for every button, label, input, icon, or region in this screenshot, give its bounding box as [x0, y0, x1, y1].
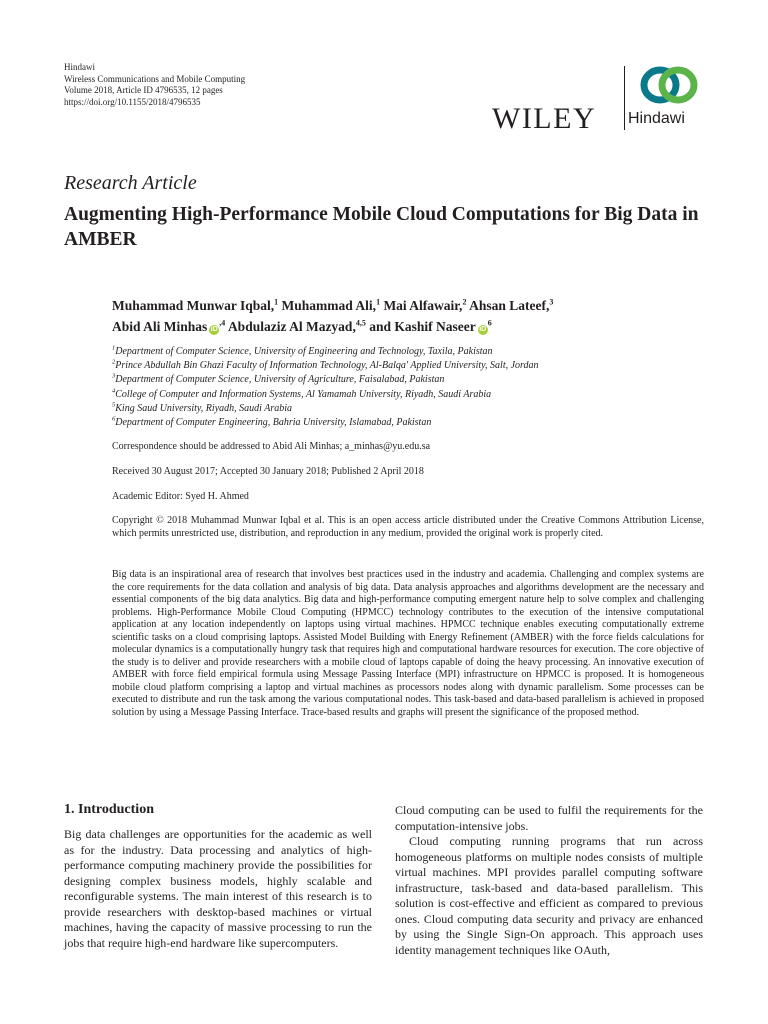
- orcid-icon[interactable]: iD: [479, 326, 487, 333]
- article-title: Augmenting High-Performance Mobile Cloud Computations for Big Data in AMBER: [64, 204, 699, 250]
- affiliation-item: $^1$Department of Computer Science, University of Engineering and Technology, Taxila, Pakistan: [112, 344, 493, 357]
- author-affiliation-marker: 1: [376, 297, 381, 307]
- copyright-notice: Copyright © 2018 Muhammad Munwar Iqbal et al. This is an open access article distributed under the Creative Commons Attribution License, which permits unrestricted use, distribution, and reproduction in any medium, provided the original work is properly cited.: [112, 515, 704, 539]
- abstract: Big data is an inspirational area of research that involves best practices used in the industry and academia. Challenging and complex systems are the core requirements for the data collation and analysis of big data. Data analysis approaches and algorithms development are the necessary and essential components of the big data analytics. Big data and high-performance computing emergent nature help to solve complex and challenging problems. High-Performance Mobile Cloud Computing (HPMCC) technology contributes to the execution of the intensive computational application at any location independently on laptops using virtual machines. HPMCC technique enables executing computationally extreme scientific tasks on a cloud comprising laptops. Assisted Model Building with Energy Refinement (AMBER) with the force fields calculations for molecular dynamics is a computationally hungry task that requires high and computational hardware resources for execution. The core objective of the study is to deliver and provide researchers with a mobile cloud of laptops capable of doing the heavy processing. An innovative execution of AMBER with force field empirical formula using Message Passing Interface (MPI) infrastructure on HPMCC is proposed. It is homogeneous mobile cloud platform comprising a laptop and virtual machines as processors nodes along with dynamic parallelism. Some processes can be executed to distribute and run the task among the various computational nodes. This task-based and data-based parallelism is achieved in proposed solution by using a Message Passing Interface. Trace-based results and graphs will present the significance of the proposed method.: [112, 569, 704, 719]
- intro-right-column: [395, 803, 703, 958]
- doi-link[interactable]: https://doi.org/10.1155/2018/4796535: [64, 96, 201, 107]
- affiliation-item: $^4$College of Computer and Information Systems, Al Yamamah University, Riyadh, Saudi Arabia: [112, 387, 492, 400]
- author-name: and Kashif Naseer: [369, 319, 476, 334]
- correspondence: Correspondence should be addressed to Abid Ali Minhas; a_minhas@yu.edu.sa: [112, 441, 431, 452]
- author-name: Muhammad Munwar Iqbal,: [112, 298, 275, 313]
- author-affiliation-marker: 6: [487, 318, 492, 328]
- orcid-icon[interactable]: iD: [210, 326, 218, 333]
- author-affiliation-marker: ,4: [219, 318, 226, 328]
- author-name: Abdulaziz Al Mazyad,: [227, 319, 356, 334]
- affiliation-list: [112, 345, 539, 430]
- affiliation-item: $^3$Department of Computer Science, University of Agriculture, Faisalabad, Pakistan: [112, 373, 445, 386]
- affiliation-item: $^6$Department of Computer Engineering, Bahria University, Islamabad, Pakistan: [112, 415, 432, 429]
- section-heading-introduction: 1. Introduction: [64, 802, 154, 817]
- author-name: Ahsan Lateef,: [469, 298, 550, 313]
- affiliation-item: $^2$Prince Abdullah Bin Ghazi Faculty of Information Technology, Al-Balqa' Applied University, Salt, Jordan: [112, 358, 539, 372]
- author-name: Abid Ali Minhas: [112, 319, 208, 334]
- logo-divider: [624, 66, 625, 130]
- wiley-logo: WILEY: [492, 102, 597, 135]
- author-name: Muhammad Ali,: [281, 298, 377, 313]
- publisher-line: Hindawi: [64, 62, 95, 72]
- author-affiliation-marker: 2: [462, 297, 467, 307]
- author-affiliation-marker: 3: [549, 297, 554, 307]
- academic-editor: Academic Editor: Syed H. Ahmed: [112, 491, 249, 502]
- hindawi-logo-text: Hindawi: [628, 110, 685, 127]
- hindawi-rings-icon: [638, 64, 700, 106]
- affiliation-item: $^5$King Saud University, Riyadh, Saudi Arabia: [112, 401, 293, 414]
- author-list: [112, 295, 712, 337]
- journal-header: [64, 62, 245, 108]
- publisher-logos: [492, 60, 712, 140]
- article-type: Research Article: [64, 172, 197, 194]
- intro-paragraph: Cloud computing can be used to fulfil the requirements for the computation-intensive jobs.: [395, 803, 703, 833]
- author-name: Mai Alfawair,: [383, 298, 463, 313]
- author-affiliation-marker: 1: [274, 297, 279, 307]
- volume-info: Volume 2018, Article ID 4796535, 12 pages: [64, 85, 223, 95]
- article-dates: Received 30 August 2017; Accepted 30 January 2018; Published 2 April 2018: [112, 466, 424, 477]
- intro-left-column: Big data challenges are opportunities for the academic as well as for the industry. Data processing and analytics of high-performance computing machinery provide the possibilities for designing complex business models, highly scalable and reconfigurable systems. The main interest of this research is to provide researchers with desktop-based machines or virtual machines, having the capacity of massive processing to run the jobs that require high-end hardware like supercomputers.: [64, 827, 372, 950]
- intro-paragraph: Cloud computing running programs that run across homogeneous platforms on multiple nodes consists of multiple virtual machines. MPI provides parallel computing software infrastructure, task-based and data-based parallelism. This solution is cost-effective and efficient as compared to previous ones. Cloud computing data security and privacy are enhanced by using the Single Sign-On approach. This approach uses identity management techniques like OAuth,: [395, 834, 703, 957]
- journal-name: Wireless Communications and Mobile Computing: [64, 73, 246, 84]
- author-affiliation-marker: 4,5: [355, 318, 366, 328]
